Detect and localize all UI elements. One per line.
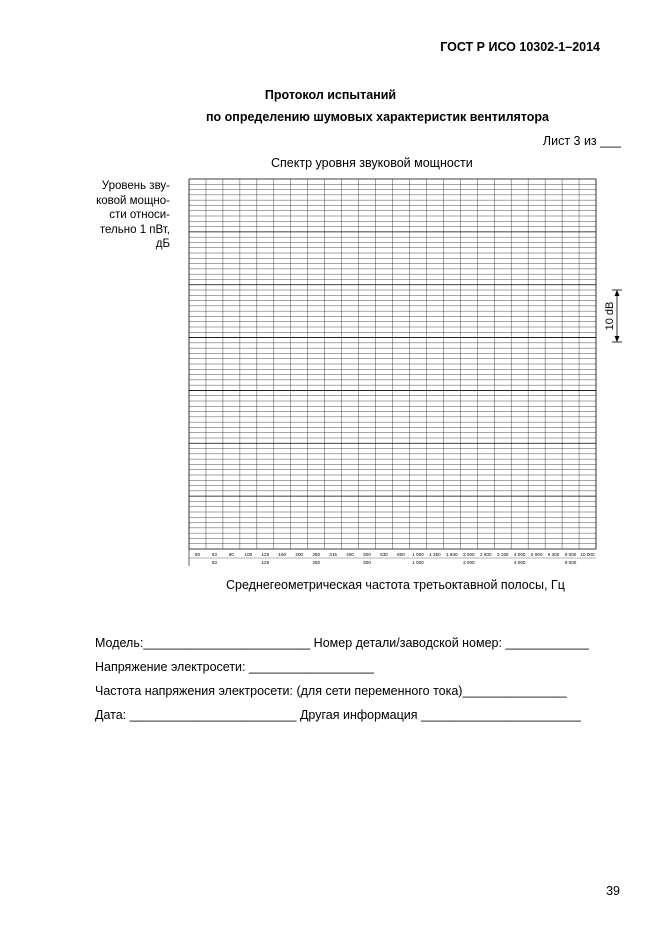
chart-title: Спектр уровня звуковой мощности	[271, 156, 473, 170]
protocol-subtitle: по определению шумовых характеристик вентилятора	[205, 110, 549, 124]
other-info-label: Другая информация _______________________	[299, 708, 581, 722]
x-tick-label: 100	[244, 552, 253, 557]
sheet-number: Лист 3 из ___	[542, 134, 621, 148]
x-tick-label: 50	[194, 552, 201, 557]
x-ticks-bottom	[212, 560, 577, 565]
x-tick-label: 8 000	[564, 552, 577, 557]
x-tick-label: 160	[278, 552, 287, 557]
y-axis-label: Уровень зву- ковой мощно- сти относи- тельно 1 пВт, дБ	[96, 180, 170, 250]
voltage-field[interactable]: Напряжение электросети: __________________	[95, 660, 375, 674]
model-label: Модель:________________________	[95, 636, 311, 650]
x-tick-label: 250	[312, 552, 321, 557]
part-number-label: Номер детали/заводской номер: ____________	[313, 636, 589, 650]
x-tick-label: 315	[329, 552, 337, 557]
x-tick-label: 3 150	[496, 552, 509, 557]
protocol-title: Протокол испытаний	[264, 88, 397, 102]
x-tick-label: 1 250	[429, 552, 441, 557]
x-tick-label-octave: 4 000	[513, 560, 526, 565]
x-tick-label-octave: 250	[312, 560, 321, 565]
x-tick-label-octave: 1 000	[412, 560, 424, 565]
scale-label: 10 dB	[604, 301, 616, 331]
chart-grid	[189, 179, 596, 566]
x-tick-label: 630	[380, 552, 388, 557]
x-axis-label: Среднегеометрическая частота третьоктавной полосы, Гц	[226, 578, 565, 592]
x-tick-label: 2 500	[480, 552, 492, 557]
x-tick-label-octave: 2 000	[463, 560, 475, 565]
model-field[interactable]	[95, 636, 589, 650]
x-tick-label: 200	[295, 552, 304, 557]
x-tick-label: 63	[211, 552, 217, 557]
x-tick-label: 1 600	[446, 552, 458, 557]
x-tick-label: 400	[346, 552, 354, 557]
x-tick-label: 5 000	[530, 552, 543, 557]
x-tick-label-octave: 8 000	[564, 560, 577, 565]
date-field[interactable]	[95, 708, 581, 722]
page-number: 39	[606, 884, 620, 898]
x-tick-label: 80	[228, 552, 234, 557]
x-tick-label-octave: 63	[211, 560, 217, 565]
x-tick-label-octave: 500	[363, 560, 371, 565]
x-ticks-top	[195, 552, 595, 557]
x-tick-label: 800	[397, 552, 405, 557]
x-tick-label: 500	[363, 552, 371, 557]
standard-number: ГОСТ Р ИСО 10302-1–2014	[440, 40, 600, 54]
date-label: Дата: ________________________	[95, 708, 297, 722]
scale-bar	[604, 290, 622, 342]
x-tick-label: 10 000	[580, 552, 595, 557]
x-tick-label: 1 000	[412, 552, 424, 557]
frequency-field[interactable]: Частота напряжения электросети: (для сети переменного тока)_______________	[95, 684, 567, 698]
x-tick-label: 6 300	[547, 552, 560, 557]
x-tick-label-octave: 125	[261, 560, 270, 565]
x-tick-label: 125	[261, 552, 270, 557]
x-tick-label: 2 000	[463, 552, 475, 557]
x-tick-label: 4 000	[513, 552, 526, 557]
